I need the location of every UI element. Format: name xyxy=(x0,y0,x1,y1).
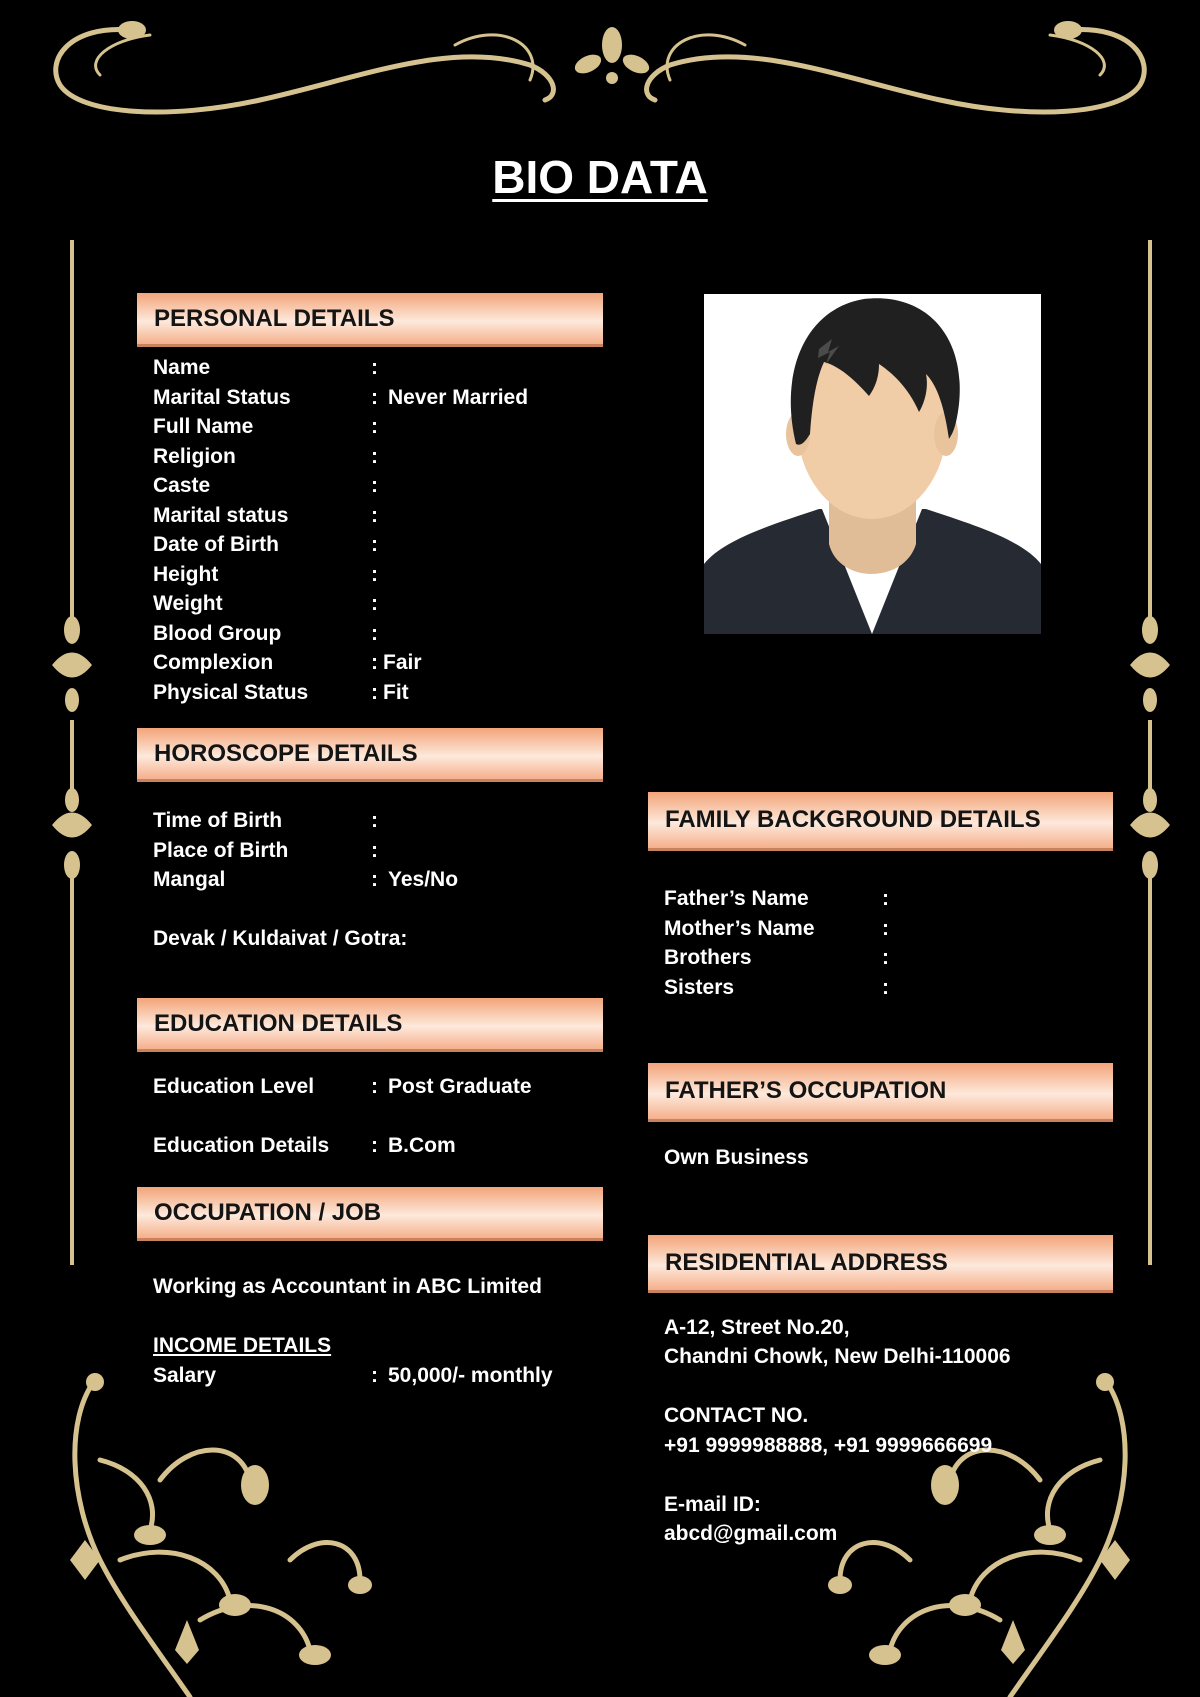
profile-avatar-icon xyxy=(704,294,1041,634)
list-item: Place of Birth : xyxy=(153,838,378,862)
contact-label: CONTACT NO. xyxy=(664,1404,809,1427)
education-details-list xyxy=(153,1072,613,1161)
email-value: abcd@gmail.com xyxy=(664,1522,838,1545)
ornament-top-icon xyxy=(56,30,1145,112)
list-item: Blood Group : xyxy=(153,621,378,645)
list-item: Education Details : B.Com xyxy=(153,1134,456,1157)
list-item: Physical Status : Fit xyxy=(153,680,409,704)
personal-details-header: PERSONAL DETAILS xyxy=(137,293,603,347)
list-item: Caste : xyxy=(153,474,378,497)
horoscope-details-list xyxy=(153,806,613,895)
list-item: Father’s Name : xyxy=(664,887,889,910)
father-occupation-header: FATHER’S OCCUPATION xyxy=(648,1063,1113,1122)
list-item: Height : xyxy=(153,562,378,586)
father-occupation-text: Own Business xyxy=(664,1146,809,1169)
list-item: Mother’s Name : xyxy=(664,916,889,940)
occupation-text: Working as Accountant in ABC Limited xyxy=(153,1275,542,1298)
profile-photo xyxy=(704,294,1041,634)
list-item: Weight : xyxy=(153,592,378,615)
list-item: Full Name : xyxy=(153,415,378,438)
list-item: Date of Birth : xyxy=(153,533,378,556)
family-details-header: FAMILY BACKGROUND DETAILS xyxy=(648,792,1113,851)
address-line-1: A-12, Street No.20, xyxy=(664,1316,850,1339)
education-details-header: EDUCATION DETAILS xyxy=(137,998,603,1052)
gotra-label: Devak / Kuldaivat / Gotra: xyxy=(153,927,408,950)
email-label: E-mail ID: xyxy=(664,1493,761,1516)
list-item: Brothers : xyxy=(664,946,889,969)
list-item: Mangal : Yes/No xyxy=(153,868,459,891)
list-item: Education Level : Post Graduate xyxy=(153,1075,532,1098)
contact-value: +91 9999988888, +91 9999666699 xyxy=(664,1434,993,1457)
list-item: Time of Birth : xyxy=(153,809,378,832)
list-item: Complexion : Fair xyxy=(153,651,422,674)
address-line-2: Chandni Chowk, New Delhi-110006 xyxy=(664,1345,1011,1368)
list-item: Marital Status : Never Married xyxy=(153,385,529,409)
horoscope-details-header: HOROSCOPE DETAILS xyxy=(137,728,603,782)
page-title: BIO DATA xyxy=(492,151,708,203)
family-details-list xyxy=(664,884,1124,1002)
list-item: Name : xyxy=(153,356,378,379)
list-item: Marital status : xyxy=(153,503,378,527)
occupation-header: OCCUPATION / JOB xyxy=(137,1187,603,1241)
list-item: Sisters : xyxy=(664,975,889,999)
personal-details-list xyxy=(153,353,613,707)
list-item: Salary : 50,000/- monthly xyxy=(153,1364,553,1387)
income-details-list xyxy=(153,1361,613,1391)
floral-corner-icon xyxy=(75,1380,1125,1697)
residential-address-header: RESIDENTIAL ADDRESS xyxy=(648,1235,1113,1293)
income-details-heading: INCOME DETAILS xyxy=(153,1334,332,1357)
list-item: Religion : xyxy=(153,444,378,468)
